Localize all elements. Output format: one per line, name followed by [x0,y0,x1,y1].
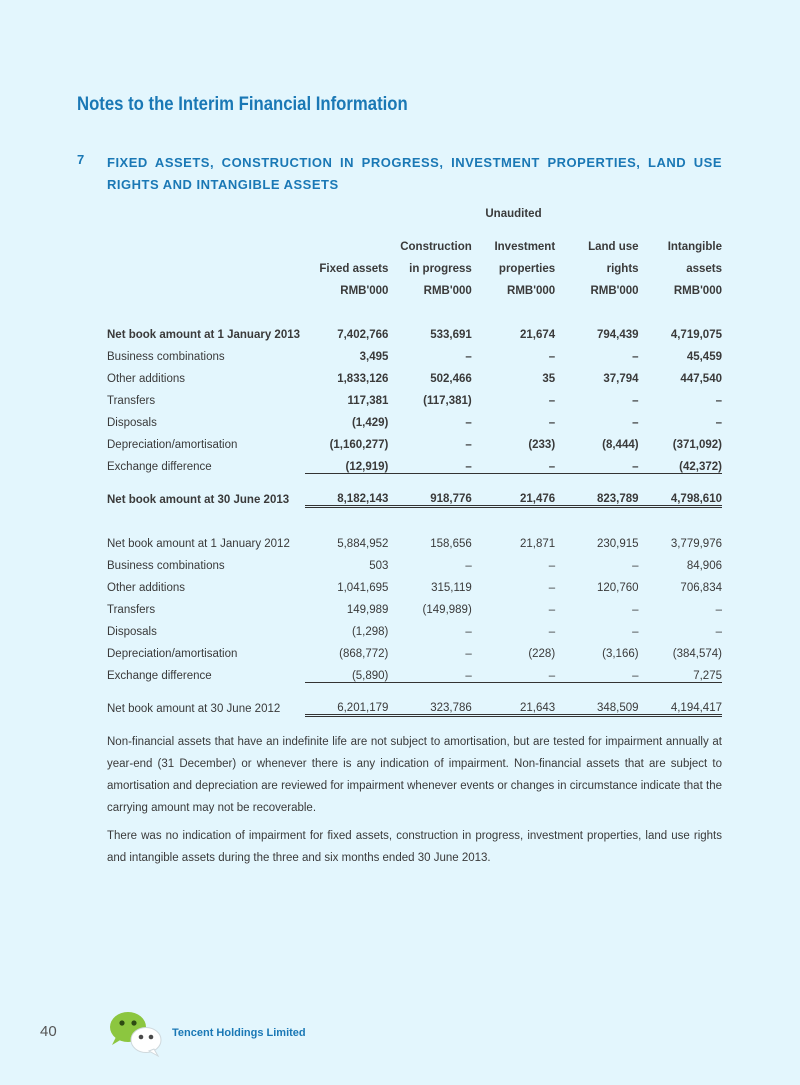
cell-value: (228) [528,648,556,660]
cell-value: 6,201,179 [305,702,388,717]
cell-value: 1,041,695 [337,582,389,594]
cell-value: 706,834 [680,582,722,594]
cell-value: – [632,417,639,429]
row-label: Net book amount at 30 June 2012 [107,703,281,715]
cell-value: 918,776 [388,493,471,508]
note-heading: FIXED ASSETS, CONSTRUCTION IN PROGRESS, INVESTMENT PROPERTIES, LAND USE RIGHTS AND INTANGIBLE ASSETS [107,155,722,192]
cell-value: 7,402,766 [337,329,389,341]
column-header: Construction [400,241,472,253]
row-label: Business combinations [107,351,225,363]
table-row [107,456,722,478]
table-row [107,368,722,390]
cell-value: 7,275 [639,670,722,683]
cell-value: 84,906 [686,560,722,572]
table-row [107,599,722,621]
cell-value: 45,459 [686,351,722,363]
cell-value: – [632,395,639,407]
cell-value: (8,444) [602,439,639,451]
cell-value: 3,495 [359,351,389,363]
cell-value: 348,509 [555,702,638,717]
cell-value: – [388,461,471,474]
cell-value: 21,643 [472,702,555,717]
cell-value: (5,890) [305,670,388,683]
cell-value: – [548,560,556,572]
cell-value: 502,466 [430,373,472,385]
table-row [107,346,722,368]
cell-value: – [465,417,472,429]
cell-value: 21,871 [519,538,556,550]
table-row [107,324,722,346]
cell-value: (868,772) [339,648,389,660]
cell-value: – [632,351,639,363]
cell-value: 794,439 [596,329,639,341]
table-row [107,698,722,720]
cell-value: 823,789 [555,493,638,508]
table-period-header-row [107,203,722,225]
cell-value: – [548,395,556,407]
column-header: Investment [494,241,556,253]
cell-value: (117,381) [423,395,472,407]
row-label: Net book amount at 30 June 2013 [107,494,290,506]
column-unit: RMB'000 [673,285,722,297]
row-label: Business combinations [107,560,225,572]
cell-value: (1,160,277) [329,439,389,451]
cell-value: – [548,351,556,363]
table-row [107,533,722,555]
table-row [107,577,722,599]
row-label: Depreciation/amortisation [107,648,238,660]
page-title: Notes to the Interim Financial Information [77,94,408,115]
cell-value: 533,691 [430,329,472,341]
cell-value: – [715,395,722,407]
column-header: Intangible [667,241,722,253]
cell-value: 21,674 [519,329,556,341]
cell-value: 4,194,417 [639,702,722,717]
cell-value: – [548,626,556,638]
cell-value: – [472,670,555,683]
cell-value: – [715,626,722,638]
cell-value: (42,372) [639,461,722,474]
table-row [107,390,722,412]
page-number: 40 [40,1023,57,1040]
note-number: 7 [77,152,85,167]
cell-value: 503 [369,560,389,572]
cell-value: (371,092) [672,439,722,451]
cell-value: 21,476 [472,493,555,508]
cell-value: – [388,670,471,683]
row-label: Disposals [107,626,157,638]
cell-value: (12,919) [305,461,388,474]
cell-value: – [465,439,472,451]
row-label: Other additions [107,582,185,594]
column-header [305,236,388,258]
cell-value: – [465,560,472,572]
cell-value: – [472,461,555,474]
cell-value: (1,298) [351,626,389,638]
row-label: Transfers [107,604,156,616]
cell-value: – [555,461,638,474]
cell-value: – [715,417,722,429]
table-row [107,489,722,511]
cell-value: 4,798,610 [639,493,722,508]
company-name: Tencent Holdings Limited [172,1027,306,1039]
cell-value: – [465,626,472,638]
cell-value: 35 [542,373,556,385]
cell-value: 120,760 [596,582,639,594]
table-row [107,434,722,456]
column-header: Land use [588,241,639,253]
column-header: rights [606,263,639,275]
table-row [107,665,722,687]
cell-value: – [548,604,556,616]
cell-value: – [548,582,556,594]
cell-value: – [632,626,639,638]
impairment-policy-paragraph: Non-financial assets that have an indefinite life are not subject to amortisation, but are tested for impairment annually at year-end (31 December) or whenever there is any indication of impairment. Non-financial assets that are subject to amortisation and depreciation are reviewed for impairment whenever events or changes in circumstance indicate that the carrying amount may not be recoverable. [107,736,722,814]
row-label: Transfers [107,395,156,407]
row-label: Exchange difference [107,670,212,682]
cell-value: (1,429) [351,417,389,429]
cell-value: 315,119 [431,582,472,594]
column-header-row-1 [107,236,722,258]
table-row [107,643,722,665]
row-label: Disposals [107,417,157,429]
cell-value: 149,989 [346,604,389,616]
column-header-row-2 [107,258,722,280]
column-unit-row [107,280,722,302]
column-unit: RMB'000 [590,285,639,297]
period-label: Unaudited [485,208,542,220]
column-header: in progress [409,263,472,275]
column-header: assets [686,263,722,275]
cell-value: (3,166) [602,648,639,660]
fixed-assets-table [107,203,722,720]
cell-value: 4,719,075 [670,329,722,341]
cell-value: 5,884,952 [337,538,389,550]
column-header: properties [498,263,556,275]
cell-value: (384,574) [672,648,722,660]
cell-value: (233) [528,439,556,451]
cell-value: 447,540 [680,373,722,385]
cell-value: – [632,604,639,616]
cell-value: – [465,351,472,363]
cell-value: (149,989) [422,604,472,616]
column-unit: RMB'000 [423,285,472,297]
cell-value: 158,656 [430,538,472,550]
row-label: Other additions [107,373,185,385]
cell-value: 117,381 [347,395,389,407]
row-label: Exchange difference [107,461,212,473]
row-label: Net book amount at 1 January 2013 [107,329,301,341]
wechat-logo-icon [104,1005,164,1061]
cell-value: – [715,604,722,616]
cell-value: – [632,560,639,572]
column-header: Fixed assets [319,263,389,275]
cell-value: – [555,670,638,683]
row-label: Net book amount at 1 January 2012 [107,538,290,550]
cell-value: 8,182,143 [305,493,388,508]
impairment-conclusion-paragraph: There was no indication of impairment for fixed assets, construction in progress, investment properties, land use rights and intangible assets during the three and six months ended 30 June 2013. [107,830,722,864]
table-row [107,555,722,577]
cell-value: – [465,648,472,660]
column-unit: RMB'000 [340,285,389,297]
cell-value: 1,833,126 [337,373,389,385]
column-unit: RMB'000 [507,285,556,297]
table-row [107,621,722,643]
cell-value: 3,779,976 [670,538,722,550]
table-row [107,412,722,434]
cell-value: 323,786 [388,702,471,717]
cell-value: 37,794 [603,373,639,385]
cell-value: 230,915 [596,538,639,550]
cell-value: – [548,417,556,429]
row-label: Depreciation/amortisation [107,439,238,451]
